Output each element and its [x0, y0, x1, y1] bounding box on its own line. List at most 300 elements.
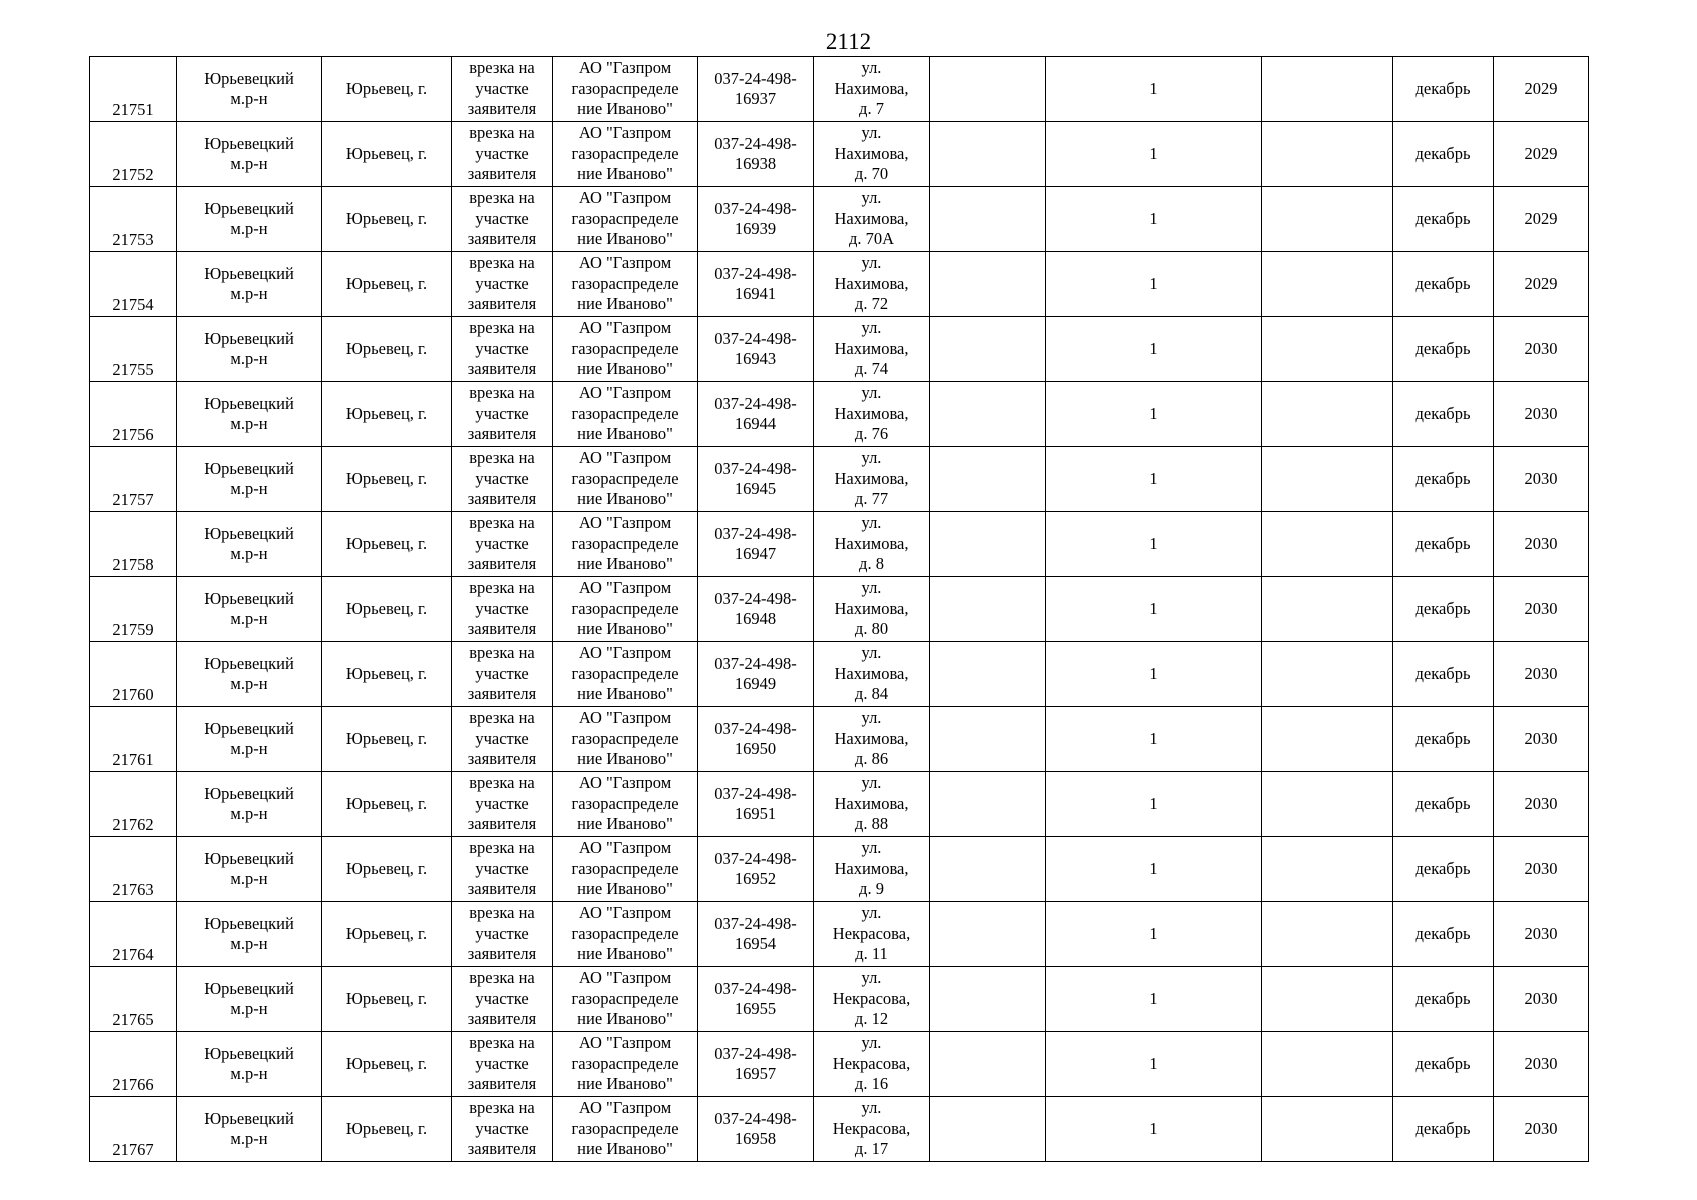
year-cell [1494, 967, 1589, 1032]
count-cell [1046, 187, 1262, 252]
empty-cell-10 [1262, 707, 1393, 772]
application-code-cell [698, 1097, 814, 1162]
empty-cell-8 [930, 707, 1046, 772]
application-code-cell [698, 772, 814, 837]
month-cell [1393, 447, 1494, 512]
month-cell [1393, 837, 1494, 902]
city-cell [322, 837, 452, 902]
year-cell [1494, 707, 1589, 772]
table-row [90, 967, 1589, 1032]
month-text: декабрь [1415, 143, 1471, 163]
empty-cell-8 [930, 382, 1046, 447]
row-number [90, 447, 177, 512]
empty-cell-8 [930, 837, 1046, 902]
method-text: врезка на участке заявителя [467, 513, 537, 574]
table-row [90, 317, 1589, 382]
connection-method-cell [452, 707, 553, 772]
year-cell [1494, 642, 1589, 707]
city-text: Юрьевец, г. [345, 923, 428, 943]
organization-cell [553, 772, 698, 837]
address-cell [814, 642, 930, 707]
count-cell [1046, 967, 1262, 1032]
month-text: декабрь [1415, 403, 1471, 423]
city-cell [322, 252, 452, 317]
district-text: Юрьевецкий м.р-н [204, 848, 294, 888]
code-text: 037-24-498- 16954 [714, 913, 797, 953]
district-cell [177, 837, 322, 902]
month-text: декабрь [1415, 1053, 1471, 1073]
org-text: АО "Газпром газораспределе ние Иваново" [571, 903, 679, 964]
empty-cell-8 [930, 642, 1046, 707]
table-row [90, 512, 1589, 577]
application-code-cell [698, 577, 814, 642]
empty-cell-8 [930, 1032, 1046, 1097]
district-cell [177, 1097, 322, 1162]
district-text: Юрьевецкий м.р-н [204, 653, 294, 693]
num-text: 21756 [112, 424, 154, 444]
application-code-cell [698, 252, 814, 317]
row-number [90, 1097, 177, 1162]
code-text: 037-24-498- 16941 [714, 263, 797, 303]
address-text: ул. Нахимова, д. 76 [834, 383, 909, 444]
month-cell [1393, 317, 1494, 382]
month-text: декабрь [1415, 858, 1471, 878]
city-text: Юрьевец, г. [345, 208, 428, 228]
empty-cell-10 [1262, 512, 1393, 577]
empty-cell-10 [1262, 902, 1393, 967]
city-cell [322, 57, 452, 122]
year-cell [1494, 1097, 1589, 1162]
row-number [90, 577, 177, 642]
year-cell [1494, 1032, 1589, 1097]
address-text: ул. Нахимова, д. 86 [834, 708, 909, 769]
method-text: врезка на участке заявителя [467, 643, 537, 704]
count-cell [1046, 1032, 1262, 1097]
city-cell [322, 707, 452, 772]
connection-method-cell [452, 837, 553, 902]
district-cell [177, 707, 322, 772]
method-text: врезка на участке заявителя [467, 578, 537, 639]
count-text: 1 [1149, 728, 1158, 748]
connection-method-cell [452, 1032, 553, 1097]
count-text: 1 [1149, 143, 1158, 163]
org-text: АО "Газпром газораспределе ние Иваново" [571, 448, 679, 509]
year-text: 2030 [1524, 403, 1558, 423]
empty-cell-8 [930, 967, 1046, 1032]
code-text: 037-24-498- 16957 [714, 1043, 797, 1083]
num-text: 21762 [112, 814, 154, 834]
month-text: декабрь [1415, 1118, 1471, 1138]
year-text: 2030 [1524, 338, 1558, 358]
empty-cell-8 [930, 57, 1046, 122]
district-cell [177, 187, 322, 252]
empty-cell-10 [1262, 577, 1393, 642]
org-text: АО "Газпром газораспределе ние Иваново" [571, 58, 679, 119]
empty-cell-10 [1262, 187, 1393, 252]
month-cell [1393, 707, 1494, 772]
row-number [90, 707, 177, 772]
count-cell [1046, 902, 1262, 967]
count-cell [1046, 707, 1262, 772]
address-text: ул. Нахимова, д. 80 [834, 578, 909, 639]
count-cell [1046, 642, 1262, 707]
code-text: 037-24-498- 16943 [714, 328, 797, 368]
year-text: 2030 [1524, 793, 1558, 813]
method-text: врезка на участке заявителя [467, 188, 537, 249]
address-cell [814, 57, 930, 122]
city-cell [322, 382, 452, 447]
org-text: АО "Газпром газораспределе ние Иваново" [571, 188, 679, 249]
year-text: 2030 [1524, 468, 1558, 488]
application-code-cell [698, 837, 814, 902]
count-text: 1 [1149, 1118, 1158, 1138]
empty-cell-8 [930, 447, 1046, 512]
num-text: 21752 [112, 164, 154, 184]
application-code-cell [698, 317, 814, 382]
organization-cell [553, 967, 698, 1032]
num-text: 21754 [112, 294, 154, 314]
connection-method-cell [452, 122, 553, 187]
code-text: 037-24-498- 16950 [714, 718, 797, 758]
connection-method-cell [452, 642, 553, 707]
district-text: Юрьевецкий м.р-н [204, 198, 294, 238]
district-text: Юрьевецкий м.р-н [204, 328, 294, 368]
table-row [90, 187, 1589, 252]
count-text: 1 [1149, 858, 1158, 878]
city-cell [322, 967, 452, 1032]
connection-method-cell [452, 902, 553, 967]
table-row [90, 447, 1589, 512]
city-text: Юрьевец, г. [345, 728, 428, 748]
district-text: Юрьевецкий м.р-н [204, 978, 294, 1018]
code-text: 037-24-498- 16947 [714, 523, 797, 563]
month-cell [1393, 252, 1494, 317]
city-text: Юрьевец, г. [345, 598, 428, 618]
organization-cell [553, 512, 698, 577]
method-text: врезка на участке заявителя [467, 838, 537, 899]
year-text: 2030 [1524, 663, 1558, 683]
method-text: врезка на участке заявителя [467, 383, 537, 444]
application-code-cell [698, 1032, 814, 1097]
year-cell [1494, 382, 1589, 447]
empty-cell-10 [1262, 57, 1393, 122]
org-text: АО "Газпром газораспределе ние Иваново" [571, 643, 679, 704]
organization-cell [553, 382, 698, 447]
month-cell [1393, 122, 1494, 187]
district-cell [177, 1032, 322, 1097]
month-cell [1393, 1097, 1494, 1162]
org-text: АО "Газпром газораспределе ние Иваново" [571, 383, 679, 444]
org-text: АО "Газпром газораспределе ние Иваново" [571, 838, 679, 899]
application-code-cell [698, 122, 814, 187]
city-text: Юрьевец, г. [345, 338, 428, 358]
count-cell [1046, 837, 1262, 902]
count-text: 1 [1149, 338, 1158, 358]
month-text: декабрь [1415, 338, 1471, 358]
row-number [90, 1032, 177, 1097]
month-text: декабрь [1415, 208, 1471, 228]
row-number [90, 967, 177, 1032]
address-text: ул. Нахимова, д. 7 [834, 58, 909, 119]
organization-cell [553, 1097, 698, 1162]
empty-cell-8 [930, 187, 1046, 252]
registry-rows [90, 57, 1589, 1162]
empty-cell-8 [930, 1097, 1046, 1162]
row-number [90, 837, 177, 902]
district-text: Юрьевецкий м.р-н [204, 913, 294, 953]
method-text: врезка на участке заявителя [467, 58, 537, 119]
city-text: Юрьевец, г. [345, 468, 428, 488]
year-cell [1494, 772, 1589, 837]
method-text: врезка на участке заявителя [467, 773, 537, 834]
year-cell [1494, 252, 1589, 317]
code-text: 037-24-498- 16955 [714, 978, 797, 1018]
district-cell [177, 57, 322, 122]
application-code-cell [698, 382, 814, 447]
year-text: 2029 [1524, 273, 1558, 293]
row-number [90, 902, 177, 967]
count-cell [1046, 1097, 1262, 1162]
application-code-cell [698, 57, 814, 122]
address-cell [814, 1032, 930, 1097]
year-text: 2030 [1524, 988, 1558, 1008]
month-cell [1393, 772, 1494, 837]
empty-cell-8 [930, 512, 1046, 577]
empty-cell-8 [930, 252, 1046, 317]
district-cell [177, 642, 322, 707]
method-text: врезка на участке заявителя [467, 123, 537, 184]
num-text: 21760 [112, 684, 154, 704]
org-text: АО "Газпром газораспределе ние Иваново" [571, 1098, 679, 1159]
org-text: АО "Газпром газораспределе ние Иваново" [571, 318, 679, 379]
connection-method-cell [452, 447, 553, 512]
method-text: врезка на участке заявителя [467, 318, 537, 379]
organization-cell [553, 707, 698, 772]
org-text: АО "Газпром газораспределе ние Иваново" [571, 708, 679, 769]
organization-cell [553, 252, 698, 317]
address-cell [814, 252, 930, 317]
row-number [90, 317, 177, 382]
month-cell [1393, 1032, 1494, 1097]
empty-cell-10 [1262, 122, 1393, 187]
district-cell [177, 317, 322, 382]
address-cell [814, 122, 930, 187]
city-text: Юрьевец, г. [345, 988, 428, 1008]
month-text: декабрь [1415, 273, 1471, 293]
count-text: 1 [1149, 1053, 1158, 1073]
table-row [90, 707, 1589, 772]
count-cell [1046, 447, 1262, 512]
address-text: ул. Нахимова, д. 77 [834, 448, 909, 509]
org-text: АО "Газпром газораспределе ние Иваново" [571, 968, 679, 1029]
num-text: 21759 [112, 619, 154, 639]
district-cell [177, 772, 322, 837]
num-text: 21766 [112, 1074, 154, 1094]
empty-cell-8 [930, 772, 1046, 837]
table-row [90, 577, 1589, 642]
city-text: Юрьевец, г. [345, 533, 428, 553]
page-number: 2112 [825, 29, 872, 54]
num-text: 21755 [112, 359, 154, 379]
row-number [90, 512, 177, 577]
table-row [90, 122, 1589, 187]
year-cell [1494, 57, 1589, 122]
year-text: 2030 [1524, 1053, 1558, 1073]
application-code-cell [698, 902, 814, 967]
address-cell [814, 577, 930, 642]
count-text: 1 [1149, 923, 1158, 943]
address-cell [814, 1097, 930, 1162]
address-cell [814, 902, 930, 967]
district-cell [177, 447, 322, 512]
city-cell [322, 317, 452, 382]
year-cell [1494, 837, 1589, 902]
count-cell [1046, 512, 1262, 577]
table-row [90, 1097, 1589, 1162]
organization-cell [553, 122, 698, 187]
table-row [90, 57, 1589, 122]
application-code-cell [698, 642, 814, 707]
empty-cell-10 [1262, 252, 1393, 317]
empty-cell-8 [930, 902, 1046, 967]
org-text: АО "Газпром газораспределе ние Иваново" [571, 578, 679, 639]
code-text: 037-24-498- 16948 [714, 588, 797, 628]
application-code-cell [698, 967, 814, 1032]
city-cell [322, 772, 452, 837]
month-cell [1393, 382, 1494, 447]
city-text: Юрьевец, г. [345, 858, 428, 878]
method-text: врезка на участке заявителя [467, 253, 537, 314]
org-text: АО "Газпром газораспределе ние Иваново" [571, 123, 679, 184]
year-cell [1494, 447, 1589, 512]
month-cell [1393, 577, 1494, 642]
district-cell [177, 382, 322, 447]
address-cell [814, 317, 930, 382]
month-text: декабрь [1415, 793, 1471, 813]
district-text: Юрьевецкий м.р-н [204, 133, 294, 173]
empty-cell-10 [1262, 1097, 1393, 1162]
connection-method-cell [452, 772, 553, 837]
address-text: ул. Нахимова, д. 72 [834, 253, 909, 314]
district-cell [177, 967, 322, 1032]
row-number [90, 772, 177, 837]
org-text: АО "Газпром газораспределе ние Иваново" [571, 1033, 679, 1094]
method-text: врезка на участке заявителя [467, 1033, 537, 1094]
connection-method-cell [452, 57, 553, 122]
connection-method-cell [452, 382, 553, 447]
method-text: врезка на участке заявителя [467, 448, 537, 509]
method-text: врезка на участке заявителя [467, 708, 537, 769]
count-text: 1 [1149, 663, 1158, 683]
code-text: 037-24-498- 16952 [714, 848, 797, 888]
organization-cell [553, 317, 698, 382]
row-number [90, 187, 177, 252]
empty-cell-10 [1262, 837, 1393, 902]
empty-cell-10 [1262, 772, 1393, 837]
month-cell [1393, 57, 1494, 122]
district-text: Юрьевецкий м.р-н [204, 263, 294, 303]
row-number [90, 252, 177, 317]
district-text: Юрьевецкий м.р-н [204, 393, 294, 433]
empty-cell-10 [1262, 967, 1393, 1032]
year-text: 2030 [1524, 923, 1558, 943]
city-cell [322, 577, 452, 642]
month-cell [1393, 902, 1494, 967]
city-cell [322, 642, 452, 707]
district-text: Юрьевецкий м.р-н [204, 68, 294, 108]
district-cell [177, 577, 322, 642]
empty-cell-10 [1262, 317, 1393, 382]
application-code-cell [698, 187, 814, 252]
count-text: 1 [1149, 78, 1158, 98]
application-code-cell [698, 512, 814, 577]
city-text: Юрьевец, г. [345, 663, 428, 683]
table-row [90, 382, 1589, 447]
num-text: 21758 [112, 554, 154, 574]
year-cell [1494, 122, 1589, 187]
address-text: ул. Некрасова, д. 11 [832, 903, 911, 964]
city-text: Юрьевец, г. [345, 143, 428, 163]
org-text: АО "Газпром газораспределе ние Иваново" [571, 773, 679, 834]
address-cell [814, 512, 930, 577]
connection-method-cell [452, 1097, 553, 1162]
table-row [90, 837, 1589, 902]
count-cell [1046, 122, 1262, 187]
organization-cell [553, 447, 698, 512]
city-cell [322, 447, 452, 512]
month-cell [1393, 967, 1494, 1032]
count-cell [1046, 577, 1262, 642]
city-text: Юрьевец, г. [345, 1118, 428, 1138]
month-text: декабрь [1415, 663, 1471, 683]
count-cell [1046, 382, 1262, 447]
year-text: 2030 [1524, 858, 1558, 878]
application-code-cell [698, 447, 814, 512]
count-text: 1 [1149, 273, 1158, 293]
address-text: ул. Нахимова, д. 70 [834, 123, 909, 184]
connection-method-cell [452, 187, 553, 252]
address-cell [814, 707, 930, 772]
district-cell [177, 512, 322, 577]
district-cell [177, 252, 322, 317]
city-cell [322, 187, 452, 252]
city-cell [322, 512, 452, 577]
city-text: Юрьевец, г. [345, 1053, 428, 1073]
city-cell [322, 1097, 452, 1162]
year-text: 2030 [1524, 598, 1558, 618]
code-text: 037-24-498- 16951 [714, 783, 797, 823]
connection-method-cell [452, 317, 553, 382]
num-text: 21764 [112, 944, 154, 964]
year-cell [1494, 187, 1589, 252]
row-number [90, 57, 177, 122]
empty-cell-8 [930, 317, 1046, 382]
num-text: 21757 [112, 489, 154, 509]
city-text: Юрьевец, г. [345, 273, 428, 293]
row-number [90, 642, 177, 707]
year-text: 2030 [1524, 1118, 1558, 1138]
num-text: 21763 [112, 879, 154, 899]
organization-cell [553, 577, 698, 642]
year-cell [1494, 317, 1589, 382]
table-row [90, 772, 1589, 837]
num-text: 21765 [112, 1009, 154, 1029]
code-text: 037-24-498- 16937 [714, 68, 797, 108]
year-text: 2030 [1524, 728, 1558, 748]
organization-cell [553, 187, 698, 252]
empty-cell-8 [930, 577, 1046, 642]
method-text: врезка на участке заявителя [467, 903, 537, 964]
